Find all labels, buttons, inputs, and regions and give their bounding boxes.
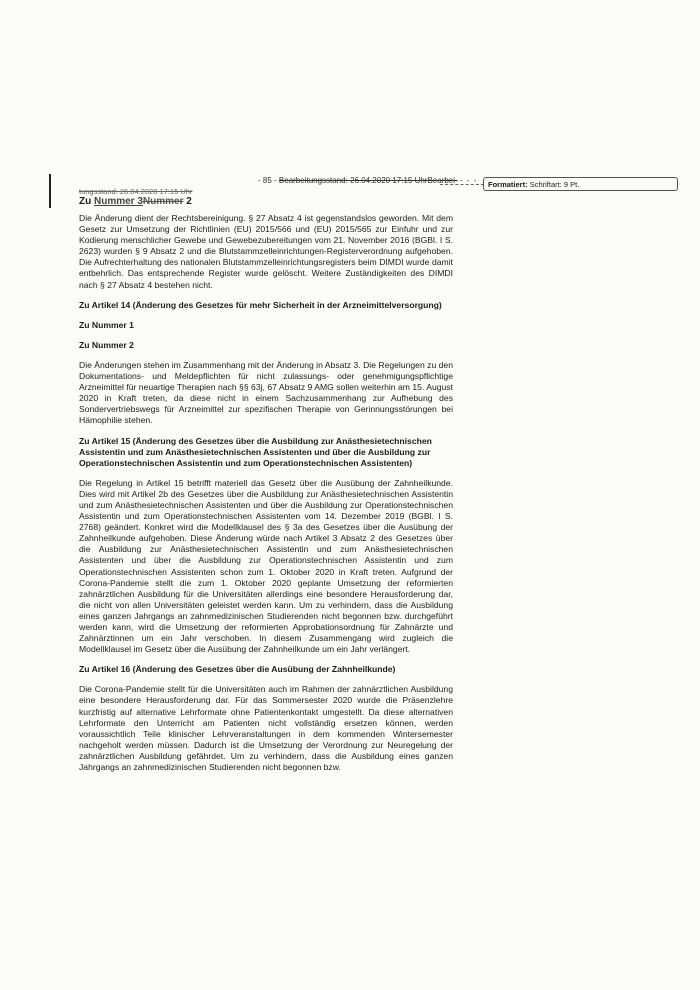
section-heading: Zu Artikel 16 (Änderung des Gesetzes über die Ausübung der Zahnheilkunde) (79, 664, 396, 675)
section-heading-zu-nummer (79, 196, 192, 207)
format-comment-balloon[interactable] (483, 177, 678, 191)
section-heading: Zu Artikel 15 (Änderung des Gesetzes über die Ausbildung zur Anästhesietechnischen Assistentin und zum Anästhesietechnischen Assistenten und über die Ausbildung zur Operationstechnischen Assistentin und zum Operationstechnischen Assistenten) (79, 435, 432, 468)
section-heading: Zu Nummer 1 (79, 319, 134, 330)
revision-tail: - - - (459, 176, 478, 185)
deleted-text: Nummer (142, 196, 184, 207)
deleted-revision-line: tungsstand: 26.04.2020 17:15 Uhr (79, 187, 193, 196)
document-body (79, 213, 453, 782)
revision-stamp: Bearbeitungsstand: 26.04.2020 17:15 UhrBearbei- (278, 176, 458, 185)
section-heading: Zu Artikel 14 (Änderung des Gesetzes für mehr Sicherheit in der Arzneimittelversorgung) (79, 299, 442, 310)
paragraph: Die Corona-Pandemie stellt für die Universitäten auch im Rahmen der zahnärztlichen Ausbildung eine besondere Herausforderung dar. Für das Sommersester 2020 wurde die Präsenzlehre kurzfristig auf alternative Lehrformate ohne Patientenkontakt umgestellt. Da diese alternativen Lehrformate den Unterricht am Patienten nicht vollständig ersetzen können, werden voraussichtlich Teile klinischer Lehrveranstaltungen in dem kommenden Wintersemester nachgeholt werden müssen. Dadurch ist die Umsetzung der Verordnung zur Neuregelung der zahnärztlichen Ausbildung gefährdet. Um zu verhindern, dass die Ausbildung eines ganzen Jahrgangs an zahnmedizinischen Studierenden nicht begonnen bzw. (79, 684, 453, 773)
page-number: - 85 - (258, 176, 277, 185)
section-heading: Zu Nummer 2 (79, 339, 134, 350)
comment-text: Schriftart: 9 Pt. (529, 180, 580, 189)
zu-suffix: 2 (183, 196, 192, 207)
paragraph: Die Regelung in Artikel 15 betrifft materiell das Gesetz über die Ausübung der Zahnheilkunde. Dies wird mit Artikel 2b des Gesetzes über die Ausbildung zur Anästhesietechnischen Assistentin und zum Anästhesietechnischen Assistenten und über die Ausbildung zur Operationstechnischen Assistentin und zum Operationstechnischen Assistenten vom 14. Dezember 2019 (BGBl. I S. 2768) geändert. Konkret wird die Modellklausel des § 3a des Gesetzes über die Ausübung der Zahnheilkunde aufgehoben. Diese Änderung würde nach Artikel 3 Absatz 2 des Gesetzes über die Ausbildung zur Anästhesietechnischen Assistentin und zum Anästhesietechnischen Assistenten und über die Ausbildung zur Operationstechnischen Assistentin und zum Operationstechnischen Assistenten schon zum 1. Oktober 2020 in Kraft treten. Aufgrund der Corona-Pandemie stellt die zum 1. Oktober 2020 geplante Umsetzung der reformierten zahnärztlichen Ausbildung für die Universitäten allerdings eine besondere Herausforderung dar, die nicht von allen Universitäten geleistet werden kann. Um zu verhindern, dass die Ausbildung eines ganzen Jahrgangs an zahnmedizinischen Studierenden nicht begonnen bzw. durchgeführt werden kann, wird die Umsetzung der reformierten Approbationsordnung für Zahnärzte und Zahnärztinnen um ein Jahr verschoben. In diesem Zusammengang wird zugleich die Modellklausel im Gesetz über die Ausübung der Zahnheilkunde um ein Jahr verlängert. (79, 477, 453, 655)
comment-connector (440, 184, 484, 185)
zu-prefix: Zu (79, 196, 94, 207)
comment-label: Formatiert: (488, 180, 528, 189)
paragraph: Die Änderungen stehen im Zusammenhang mit der Änderung in Absatz 3. Die Regelungen zu den Dokumentations- und Meldepflichten für nicht zulassungs- oder genehmigungspflichtige Arzneimittel für neuartige Therapien nach §§ 63j, 67 Absatz 9 AMG sollen weiterhin am 15. August 2020 in Kraft treten, da diese nicht in einem Sachzusammenhang zur Aufhebung des Sondervertriebswegs für Arzneimittel zur spezifischen Therapie von Gerinnungsstörungen bei Hämophilie stehen. (79, 359, 453, 426)
paragraph: Die Änderung dient der Rechtsbereinigung. § 27 Absatz 4 ist gegenstandslos geworden. Mit dem Gesetz zur Umsetzung der Richtlinien (EU) 2015/566 und (EU) 2015/565 zur Einfuhr und zur Kodierung menschlicher Gewebe und Gewebezubereitungen vom 21. November 2016 (BGBl. I S. 2623) wurden § 9 Absatz 2 und die Blutstammzelleinrichtungen-Registerverordnung aufgehoben. Die Aufrechterhaltung des nationalen Blutstammzelleinrichtungsregisters beim DIMDI wurde damit entbehrlich. Das entsprechende Register wurde gelöscht. Weitere Zuständigkeiten des DIMDI nach § 27 Absatz 4 bestehen nicht. (79, 213, 453, 290)
change-bar (49, 174, 51, 208)
inserted-text: Nummer 3 (94, 196, 143, 207)
